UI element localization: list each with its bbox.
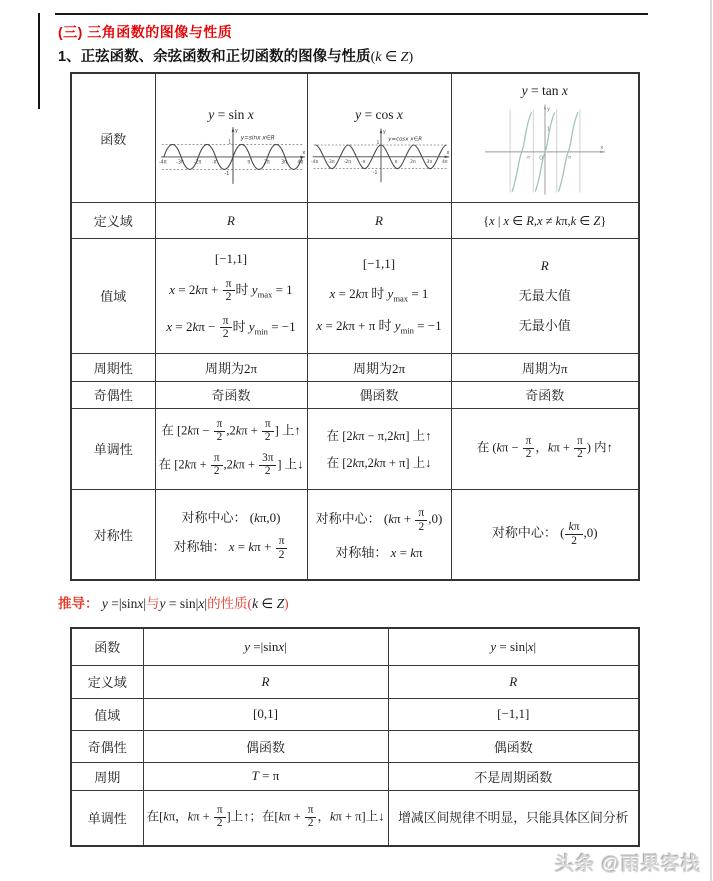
tangent-graph (483, 101, 607, 197)
cosine-graph (310, 123, 452, 187)
row-label-parity: 奇偶性 (71, 730, 143, 762)
cell-abs-sinx-function: y =|sinx| (143, 628, 388, 665)
cell-sin-absx-parity: 偶函数 (388, 730, 639, 762)
row-label-parity: 奇偶性 (71, 381, 155, 408)
svg-text:x: x (301, 150, 305, 157)
cell-sin-absx-period: 不是周期函数 (388, 762, 639, 790)
section-heading: (三) 三角函数的图像与性质 (58, 24, 233, 40)
tan-function-label: y = tan x (521, 83, 568, 98)
cell-sin-absx-monotonicity: 增减区间规律不明显，只能具体区间分析 (388, 790, 639, 846)
cell-sin-absx-domain: R (388, 665, 639, 698)
cell-cos-monotonicity: 在 [2kπ − π,2kπ] 上↑ 在 [2kπ,2kπ + π] 上↓ (307, 408, 451, 489)
cell-sin-function (155, 73, 307, 203)
cell-abs-sinx-monotonicity: 在[kπ，kπ + $\frac{\pi}{2}$ ]上↑；在[kπ + $\frac{\pi}{2}$ ，kπ + π]上↓ (143, 790, 388, 846)
table-row-domain (71, 665, 639, 698)
svg-text:y: y (234, 127, 238, 134)
trig-properties-table (70, 72, 640, 581)
svg-text:-π: -π (525, 155, 530, 161)
cell-sin-range: [−1,1] x = 2kπ + $\frac{\pi}{2}$ 时 $y_{max} = 1$ x = 2kπ − $\frac{\pi}{2}$ 时 $y_{min} = -1$ (155, 239, 307, 354)
subsection-heading-text: 1、正弦函数、余弦函数和正切函数的图像与性质 (58, 49, 371, 65)
row-label-function: 函数 (71, 73, 155, 203)
cell-abs-sinx-domain: R (143, 665, 388, 698)
svg-text:y: y (382, 129, 386, 136)
cell-abs-sinx-period: T = π (143, 762, 388, 790)
cell-abs-sinx-parity: 偶函数 (143, 730, 388, 762)
svg-text:4π: 4π (441, 160, 448, 166)
svg-text:-4π: -4π (158, 160, 167, 166)
row-label-monotonicity: 单调性 (71, 408, 155, 489)
table-row-monotonicity (71, 790, 639, 846)
table-row-symmetry (71, 489, 639, 580)
svg-text:-4π: -4π (310, 160, 318, 166)
cell-cos-parity: 偶函数 (307, 381, 451, 408)
svg-text:O: O (538, 156, 543, 162)
cell-cos-symmetry: 对称中心： (kπ + $\frac{\pi}{2}$ ,0) 对称轴： x = kπ (307, 489, 451, 580)
derivation-label: 推导： (58, 596, 99, 611)
svg-text:2π: 2π (409, 160, 416, 166)
page-right-edge (710, 0, 712, 881)
cell-cos-range: [−1,1] x = 2kπ 时 $y_{max} = 1$ x = 2kπ + π 时 $y_{min} = -1$ (307, 239, 451, 354)
svg-text:3π: 3π (280, 160, 287, 166)
table-row-parity (71, 381, 639, 408)
abs-sin-properties-table (70, 627, 640, 847)
svg-text:π: π (246, 160, 250, 166)
svg-text:-π: -π (211, 160, 216, 166)
cell-cos-function (307, 73, 451, 203)
table-row-function (71, 73, 639, 203)
cell-tan-monotonicity: 在 (kπ − $\frac{\pi}{2}$ ，kπ + $\frac{\pi}{2}$ ) 内↑ (451, 408, 639, 489)
row-label-domain: 定义域 (71, 203, 155, 239)
cell-sin-domain: R (155, 203, 307, 239)
cell-tan-range: R 无最大值 无最小值 (451, 239, 639, 354)
cell-sin-period: 周期为2π (155, 353, 307, 381)
cell-tan-domain: {x | x ∈ R,x ≠ kπ,k ∈ Z} (451, 203, 639, 239)
svg-text:π: π (394, 160, 397, 166)
row-label-domain: 定义域 (71, 665, 143, 698)
table-row-domain (71, 203, 639, 239)
svg-text:-π: -π (360, 160, 365, 166)
table-row-period (71, 353, 639, 381)
svg-text:3π: 3π (426, 160, 432, 166)
svg-text:-2π: -2π (193, 160, 201, 166)
cos-function-label: y = cos x (355, 107, 403, 122)
table-row-function (71, 628, 639, 665)
row-label-period: 周期 (71, 762, 143, 790)
cos-graph-annotation: y=cosx x∈R (387, 136, 422, 143)
table-row-monotonicity (71, 408, 639, 489)
table-row-range (71, 239, 639, 354)
svg-text:1: 1 (375, 141, 379, 147)
row-label-range: 值域 (71, 698, 143, 730)
subsection-heading-condition: (k ∈ Z) (370, 50, 414, 65)
svg-text:-1: -1 (372, 171, 377, 177)
page-top-border (55, 13, 648, 15)
page-left-border (38, 13, 40, 109)
svg-text:2π: 2π (263, 160, 270, 166)
row-label-symmetry: 对称性 (71, 489, 155, 580)
svg-text:π: π (568, 155, 571, 161)
cell-sin-parity: 奇函数 (155, 381, 307, 408)
sin-graph-annotation: y=sinx x∈R (240, 135, 275, 142)
table-row-parity (71, 730, 639, 762)
svg-text:-3π: -3π (326, 160, 335, 166)
svg-text:1: 1 (546, 127, 550, 133)
derivation-heading: 推导： y =|sinx|与y = sin|x|的性质(k ∈ Z) (58, 596, 289, 611)
cell-abs-sinx-range: [0,1] (143, 698, 388, 730)
subsection-heading (58, 45, 413, 66)
svg-text:4π: 4π (296, 160, 303, 166)
sin-function-label: y = sin x (208, 107, 254, 122)
cell-sin-absx-function: y = sin|x| (388, 628, 639, 665)
cell-sin-absx-range: [−1,1] (388, 698, 639, 730)
cell-tan-function (451, 73, 639, 203)
cell-sin-monotonicity: 在 [2kπ − $\frac{\pi}{2}$ ,2kπ + $\frac{\pi}{2}$ ] 上↑ 在 [2kπ + $\frac{\pi}{2}$ ,2kπ + $\frac{3\pi}{2}$ ] 上↓ (155, 408, 307, 489)
cell-tan-symmetry: 对称中心： ( $\frac{k\pi}{2}$ ,0) (451, 489, 639, 580)
table-row-period (71, 762, 639, 790)
watermark: 头条 @雨果客栈 (555, 854, 701, 875)
cell-cos-domain: R (307, 203, 451, 239)
sine-graph (158, 123, 308, 187)
row-label-period: 周期性 (71, 353, 155, 381)
svg-text:y: y (546, 106, 550, 113)
row-label-function: 函数 (71, 628, 143, 665)
row-label-range: 值域 (71, 239, 155, 354)
cell-tan-parity: 奇函数 (451, 381, 639, 408)
svg-text:-3π: -3π (175, 160, 184, 166)
cell-sin-symmetry: 对称中心： (kπ,0) 对称轴： x = kπ + $\frac{\pi}{2}$ (155, 489, 307, 580)
svg-text:x: x (446, 150, 450, 157)
table-row-range (71, 698, 639, 730)
svg-text:-2π: -2π (343, 160, 351, 166)
row-label-monotonicity: 单调性 (71, 790, 143, 846)
cell-cos-period: 周期为2π (307, 353, 451, 381)
svg-text:x: x (599, 145, 604, 151)
cell-tan-period: 周期为π (451, 353, 639, 381)
svg-text:-1: -1 (223, 172, 229, 178)
svg-text:1: 1 (227, 140, 231, 146)
